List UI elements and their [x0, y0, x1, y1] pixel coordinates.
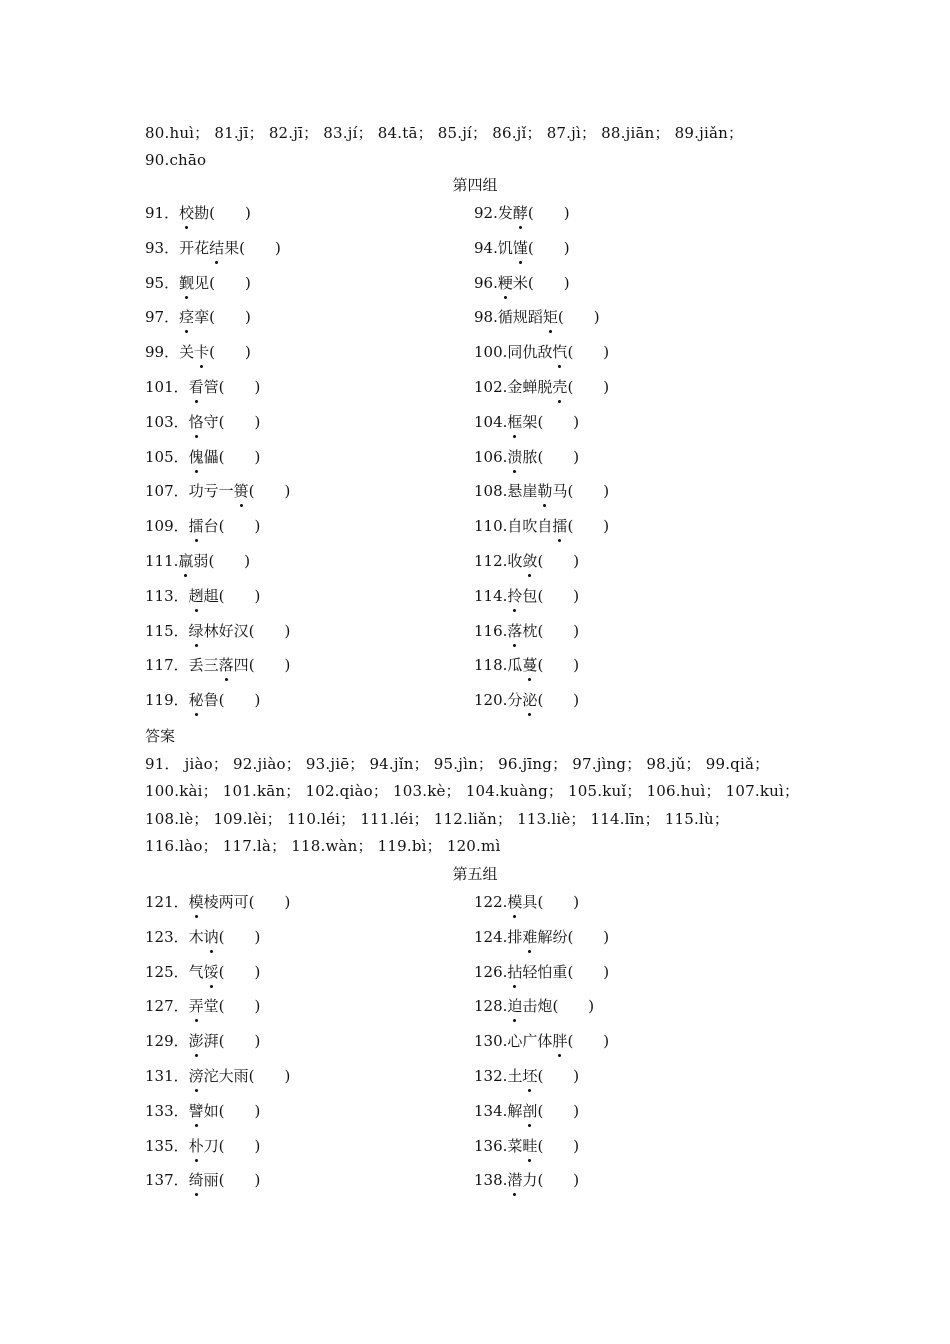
- item-number: 104.: [474, 412, 508, 431]
- item-number: 103．: [145, 412, 189, 431]
- item-marked-char: 落: [218, 656, 234, 675]
- item-number: 108.: [474, 482, 508, 501]
- item-answer-blank: ( ): [537, 656, 580, 675]
- group-4-answers-line-1: 91． jiào； 92.jiào； 93.jiē； 94.jǐn； 95.jìn； 96.jīng； 97.jìng； 98.jǔ； 99.qiǎ；: [145, 755, 770, 773]
- item-text-before: 发: [497, 204, 513, 222]
- item-text-after: 刀: [203, 1136, 219, 1155]
- item-number: 118.: [474, 656, 508, 675]
- item-marked-char: 朴: [188, 1136, 204, 1155]
- item-number: 131．: [145, 1067, 189, 1085]
- item-answer-blank: ( ): [527, 204, 570, 222]
- vocab-item: [145, 306, 251, 328]
- item-answer-blank: ( ): [527, 273, 570, 292]
- item-text-before: 功亏一: [188, 482, 234, 501]
- item-marked-char: 敛: [522, 552, 538, 570]
- item-number: 116.: [474, 621, 508, 640]
- item-number: 121．: [145, 893, 189, 911]
- vocab-item: [474, 341, 609, 363]
- item-marked-char: 壳: [552, 378, 568, 396]
- item-number: 95．: [145, 273, 180, 292]
- item-marked-char: 矩: [542, 308, 558, 327]
- item-answer-blank: ( ): [218, 412, 261, 431]
- item-number: 124.: [474, 927, 508, 946]
- item-answer-blank: ( ): [218, 1171, 261, 1190]
- item-number: 136.: [474, 1136, 508, 1155]
- item-answer-blank: ( ): [218, 927, 261, 946]
- vocab-item: [474, 620, 579, 642]
- item-number: 135．: [145, 1136, 189, 1155]
- item-number: 111.: [145, 552, 179, 570]
- item-answer-blank: ( ): [567, 482, 610, 501]
- item-text-before: 瓜: [507, 656, 523, 675]
- vocab-item: [474, 1100, 579, 1122]
- item-answer-blank: ( ): [218, 1101, 261, 1120]
- item-text-before: 循规蹈: [497, 308, 543, 327]
- item-number: 122.: [474, 893, 508, 911]
- item-marked-char: 讷: [203, 927, 219, 946]
- item-answer-blank: ( ): [218, 447, 261, 466]
- item-marked-char: 趔: [188, 586, 204, 605]
- vocab-item: [474, 654, 579, 676]
- item-number: 98.: [474, 308, 498, 327]
- item-answer-blank: ( ): [537, 412, 580, 431]
- vocab-item: [474, 1169, 579, 1191]
- group-4-answers-line-4: 116.lào； 117.là； 118.wàn； 119.bì； 120.mì: [145, 837, 501, 855]
- item-answer-blank: ( ): [218, 962, 261, 981]
- item-text-after: 马: [552, 482, 568, 501]
- previous-answers-line-1: 80.huì； 81.jī； 82.jī； 83.jí； 84.tā； 85.jí； 86.jǐ； 87.jì； 88.jiān； 89.jiǎn；: [145, 124, 744, 142]
- item-text-after: 击炮: [522, 997, 553, 1016]
- item-text-after: 如: [203, 1101, 219, 1120]
- item-marked-char: 坯: [522, 1067, 538, 1085]
- item-marked-char: 潜: [507, 1171, 523, 1190]
- vocab-item: [145, 1030, 260, 1052]
- vocab-item: [474, 446, 579, 468]
- item-answer-blank: ( ): [552, 997, 595, 1016]
- item-marked-char: 傀: [188, 447, 204, 466]
- vocab-item: [145, 620, 290, 642]
- answer-label: 答案: [145, 727, 176, 745]
- item-number: 123．: [145, 927, 189, 946]
- item-number: 94.: [474, 238, 498, 257]
- item-marked-char: 看: [188, 378, 204, 396]
- item-text-after: 趄: [203, 586, 219, 605]
- vocab-item: [474, 585, 579, 607]
- vocab-item: [474, 1065, 579, 1087]
- item-text-after: 沱大雨: [203, 1067, 249, 1085]
- vocab-item: [145, 376, 260, 398]
- item-marked-char: 粳: [497, 273, 513, 292]
- item-answer-blank: ( ): [537, 1101, 580, 1120]
- vocab-item: [145, 995, 260, 1017]
- item-answer-blank: ( ): [248, 893, 291, 911]
- vocab-item: [474, 376, 609, 398]
- item-marked-char: 难: [522, 927, 538, 946]
- item-text-after: 丽: [203, 1171, 219, 1190]
- vocab-item: [145, 1065, 290, 1087]
- vocab-item: [474, 515, 609, 537]
- item-text-before: 丢三: [188, 656, 219, 675]
- item-answer-blank: ( ): [218, 586, 261, 605]
- item-text-after: 解纷: [537, 927, 568, 946]
- item-text-after: 湃: [203, 1032, 219, 1051]
- item-text-after: 儡: [203, 447, 219, 466]
- vocab-item: [474, 961, 609, 983]
- vocab-item: [145, 550, 250, 572]
- item-text-after: 轻怕重: [522, 962, 568, 981]
- item-answer-blank: ( ): [218, 1032, 261, 1051]
- item-text-before: 同仇敌: [507, 343, 553, 362]
- item-answer-blank: ( ): [537, 1136, 580, 1155]
- item-marked-char: 篑: [233, 482, 249, 501]
- item-marked-char: 擂: [188, 517, 204, 536]
- group-4-title: 第四组: [452, 176, 498, 194]
- vocab-item: [474, 926, 609, 948]
- item-text-after: 包: [522, 586, 538, 605]
- item-number: 107．: [145, 482, 189, 501]
- item-number: 125．: [145, 962, 189, 981]
- item-answer-blank: ( ): [248, 1067, 291, 1085]
- item-number: 110.: [474, 517, 508, 536]
- item-answer-blank: ( ): [208, 552, 251, 570]
- item-answer-blank: ( ): [209, 343, 251, 362]
- item-text-before: 饥: [497, 238, 513, 257]
- item-answer-blank: ( ): [537, 1067, 580, 1085]
- item-text-after: 四: [233, 656, 249, 675]
- item-answer-blank: ( ): [218, 1136, 261, 1155]
- item-marked-char: 落: [507, 621, 523, 640]
- item-answer-blank: ( ): [248, 621, 291, 640]
- item-text-after: 管: [203, 378, 219, 396]
- item-text-before: 解: [507, 1101, 523, 1120]
- vocab-item: [474, 550, 579, 572]
- item-marked-char: 绮: [188, 1171, 204, 1190]
- item-marked-char: 酵: [512, 204, 528, 222]
- item-text-after: 脓: [522, 447, 538, 466]
- vocab-item: [145, 1100, 260, 1122]
- item-number: 113．: [145, 586, 189, 605]
- item-text-after: 勘: [194, 204, 210, 222]
- item-number: 109．: [145, 517, 189, 536]
- item-text-after: 果: [224, 238, 240, 257]
- item-text-before: 收: [507, 552, 523, 570]
- group-5-title: 第五组: [452, 865, 498, 883]
- item-number: 99．: [145, 343, 180, 362]
- item-marked-char: 滂: [188, 1067, 204, 1085]
- item-marked-char: 馑: [512, 238, 528, 257]
- vocab-item: [474, 1030, 609, 1052]
- item-number: 137．: [145, 1171, 189, 1190]
- item-number: 126.: [474, 962, 508, 981]
- vocab-item: [474, 411, 579, 433]
- item-answer-blank: ( ): [557, 308, 600, 327]
- vocab-item: [474, 306, 600, 328]
- item-marked-char: 溃: [507, 447, 523, 466]
- item-text-after: 挛: [194, 308, 210, 327]
- item-answer-blank: ( ): [567, 517, 610, 536]
- item-marked-char: 馁: [203, 962, 219, 981]
- item-answer-blank: ( ): [537, 691, 580, 710]
- item-text-before: 气: [188, 962, 204, 981]
- item-number: 96.: [474, 273, 498, 292]
- item-number: 114.: [474, 586, 508, 605]
- item-text-after: 守: [203, 412, 219, 431]
- vocab-item: [474, 272, 570, 294]
- item-answer-blank: ( ): [567, 343, 610, 362]
- item-text-after: 力: [522, 1171, 538, 1190]
- item-number: 91．: [145, 204, 180, 222]
- item-number: 119．: [145, 691, 189, 710]
- item-text-before: 开花: [179, 238, 210, 257]
- vocab-item: [145, 1169, 260, 1191]
- vocab-item: [145, 891, 290, 913]
- vocab-item: [145, 272, 251, 294]
- item-answer-blank: ( ): [537, 552, 580, 570]
- item-number: 134.: [474, 1101, 508, 1120]
- vocab-item: [474, 202, 570, 224]
- group-4-answers-line-2: 100.kài； 101.kān； 102.qiào； 103.kè； 104.kuàng； 105.kuǐ； 106.huì； 107.kuì；: [145, 782, 800, 800]
- item-text-before: 土: [507, 1067, 523, 1085]
- item-answer-blank: ( ): [209, 308, 251, 327]
- item-answer-blank: ( ): [537, 893, 580, 911]
- vocab-item: [145, 446, 260, 468]
- item-number: 97．: [145, 308, 180, 327]
- vocab-item: [145, 237, 281, 259]
- item-number: 92.: [474, 204, 498, 222]
- item-text-before: 菜: [507, 1136, 523, 1155]
- item-text-before: 心广体: [507, 1032, 553, 1051]
- item-number: 106.: [474, 447, 508, 466]
- item-marked-char: 绿: [188, 621, 204, 640]
- item-text-after: 堂: [203, 997, 219, 1016]
- item-answer-blank: ( ): [567, 1032, 610, 1051]
- item-answer-blank: ( ): [209, 204, 251, 222]
- vocab-item: [145, 202, 251, 224]
- vocab-item: [145, 654, 290, 676]
- item-text-after: 架: [522, 412, 538, 431]
- item-number: 127．: [145, 997, 189, 1016]
- item-marked-char: 弄: [188, 997, 204, 1016]
- item-answer-blank: ( ): [537, 447, 580, 466]
- item-text-before: 排: [507, 927, 523, 946]
- item-answer-blank: ( ): [209, 273, 251, 292]
- vocab-item: [145, 515, 260, 537]
- vocab-item: [474, 689, 579, 711]
- item-answer-blank: ( ): [248, 656, 291, 675]
- item-marked-char: 畦: [522, 1136, 538, 1155]
- vocab-item: [145, 585, 260, 607]
- item-text-after: 棱两可: [203, 893, 249, 911]
- item-answer-blank: ( ): [218, 691, 261, 710]
- item-text-before: 自吹自: [507, 517, 553, 536]
- item-marked-char: 模: [507, 893, 523, 911]
- item-answer-blank: ( ): [239, 238, 281, 257]
- item-answer-blank: ( ): [218, 997, 261, 1016]
- item-marked-char: 痉: [179, 308, 195, 327]
- item-number: 93．: [145, 238, 180, 257]
- item-marked-char: 结: [209, 238, 225, 257]
- item-marked-char: 胖: [552, 1032, 568, 1051]
- item-marked-char: 羸: [178, 552, 194, 570]
- vocab-item: [145, 411, 260, 433]
- vocab-item: [474, 480, 609, 502]
- item-answer-blank: ( ): [218, 517, 261, 536]
- item-text-before: 木: [188, 927, 204, 946]
- item-marked-char: 拈: [507, 962, 523, 981]
- item-number: 101．: [145, 378, 189, 396]
- item-text-before: 金蝉脱: [507, 378, 553, 396]
- item-marked-char: 恪: [188, 412, 204, 431]
- item-number: 128.: [474, 997, 508, 1016]
- vocab-item: [145, 341, 251, 363]
- item-answer-blank: ( ): [248, 482, 291, 501]
- item-text-after: 台: [203, 517, 219, 536]
- item-marked-char: 泌: [522, 691, 538, 710]
- item-number: 112.: [474, 552, 508, 570]
- item-marked-char: 忾: [552, 343, 568, 362]
- item-marked-char: 卡: [194, 343, 210, 362]
- item-marked-char: 框: [507, 412, 523, 431]
- item-text-after: 具: [522, 893, 538, 911]
- item-marked-char: 澎: [188, 1032, 204, 1051]
- item-answer-blank: ( ): [567, 927, 610, 946]
- item-answer-blank: ( ): [537, 621, 580, 640]
- vocab-item: [474, 891, 579, 913]
- item-number: 105．: [145, 447, 189, 466]
- item-text-before: 分: [507, 691, 523, 710]
- item-number: 100.: [474, 343, 508, 362]
- item-number: 120.: [474, 691, 508, 710]
- item-marked-char: 勒: [537, 482, 553, 501]
- item-answer-blank: ( ): [527, 238, 570, 257]
- item-answer-blank: ( ): [567, 962, 610, 981]
- item-marked-char: 秘: [188, 691, 204, 710]
- item-marked-char: 擂: [552, 517, 568, 536]
- item-number: 115．: [145, 621, 189, 640]
- item-marked-char: 譬: [188, 1101, 204, 1120]
- item-answer-blank: ( ): [537, 586, 580, 605]
- item-marked-char: 剖: [522, 1101, 538, 1120]
- item-text-after: 林好汉: [203, 621, 249, 640]
- item-number: 138.: [474, 1171, 508, 1190]
- vocab-item: [145, 961, 260, 983]
- item-text-before: 关: [179, 343, 195, 362]
- item-marked-char: 校: [179, 204, 195, 222]
- item-answer-blank: ( ): [218, 378, 261, 396]
- item-number: 102.: [474, 378, 508, 396]
- vocab-item: [474, 995, 594, 1017]
- item-text-after: 枕: [522, 621, 538, 640]
- vocab-item: [145, 480, 290, 502]
- item-answer-blank: ( ): [537, 1171, 580, 1190]
- vocab-item: [145, 926, 260, 948]
- item-marked-char: 觐: [179, 273, 195, 292]
- item-marked-char: 模: [188, 893, 204, 911]
- vocab-item: [474, 1135, 579, 1157]
- item-marked-char: 迫: [507, 997, 523, 1016]
- item-text-after: 见: [194, 273, 210, 292]
- item-text-before: 悬崖: [507, 482, 538, 501]
- vocab-item: [474, 237, 570, 259]
- item-answer-blank: ( ): [567, 378, 610, 396]
- item-text-after: 米: [512, 273, 528, 292]
- item-number: 133．: [145, 1101, 189, 1120]
- vocab-item: [145, 689, 260, 711]
- previous-answers-line-2: 90.chāo: [145, 151, 207, 169]
- item-number: 117．: [145, 656, 189, 675]
- vocab-item: [145, 1135, 260, 1157]
- item-marked-char: 蔓: [522, 656, 538, 675]
- item-number: 129．: [145, 1032, 189, 1051]
- item-text-after: 鲁: [203, 691, 219, 710]
- item-number: 130.: [474, 1032, 508, 1051]
- item-text-after: 弱: [193, 552, 209, 570]
- group-4-answers-line-3: 108.lè； 109.lèi； 110.léi； 111.léi； 112.liǎn； 113.liè； 114.līn； 115.lù；: [145, 810, 730, 828]
- item-number: 132.: [474, 1067, 508, 1085]
- item-marked-char: 拎: [507, 586, 523, 605]
